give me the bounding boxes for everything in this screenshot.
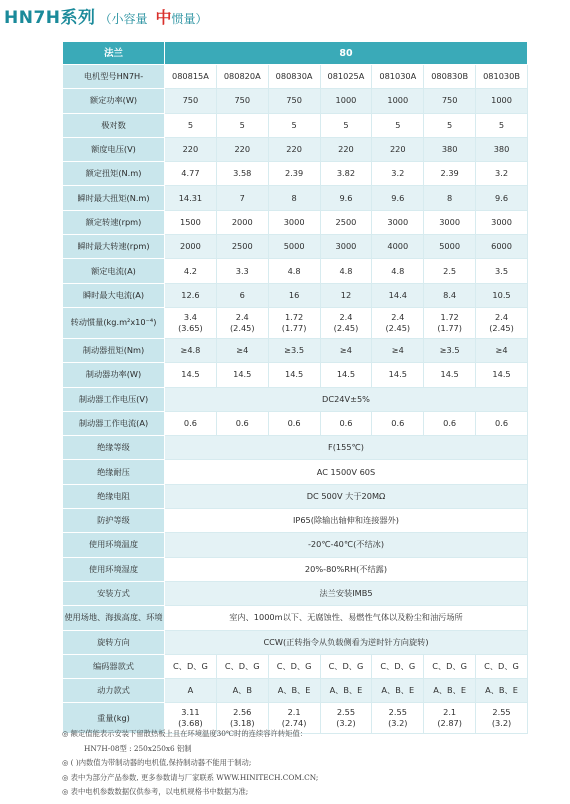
- row-value: IP65(除输出轴伸和连接器外): [165, 509, 528, 533]
- cell-value: 8: [424, 186, 476, 210]
- cell-value: 14.5: [424, 363, 476, 387]
- table-row: [63, 557, 528, 581]
- cell-value: 1500: [165, 210, 217, 234]
- table-row: [63, 210, 528, 234]
- cell-value: 4.8: [268, 259, 320, 283]
- cell-value: 0.6: [165, 411, 217, 435]
- row-label: 额定电流(A): [63, 259, 165, 283]
- footnotes: [62, 727, 542, 800]
- row-label: 重量(kg): [63, 703, 165, 734]
- cell-value: 4.8: [372, 259, 424, 283]
- cell-value: 3000: [476, 210, 528, 234]
- table-row: [63, 484, 528, 508]
- row-label: 极对数: [63, 113, 165, 137]
- cell-value: 14.5: [372, 363, 424, 387]
- cell-value: C、D、G: [320, 654, 372, 678]
- cell-value: 220: [268, 137, 320, 161]
- table-row: [63, 606, 528, 630]
- inertia-rest: 惯量）: [171, 12, 208, 26]
- inertia-highlight: 中: [155, 8, 172, 27]
- row-value: CCW(正转指令从负载侧看为逆时针方向旋转): [165, 630, 528, 654]
- row-value: -20℃-40℃(不结冰): [165, 533, 528, 557]
- note-3: ◎ ( )内数值为带制动器的电机值,保持制动器不能用于制动;: [62, 758, 252, 768]
- cell-value: 1.72 (1.77): [268, 307, 320, 338]
- table-row: [63, 65, 528, 89]
- row-value: 室内、1000m以下、无腐蚀性、易燃性气体以及粉尘和油污场所: [165, 606, 528, 630]
- table-row: [63, 137, 528, 161]
- cell-value: 2.39: [268, 162, 320, 186]
- table-row: [63, 338, 528, 362]
- cell-value: 3000: [320, 235, 372, 259]
- cell-value: 2.1 (2.87): [424, 703, 476, 734]
- cell-value: 750: [165, 89, 217, 113]
- row-label: 使用环境温度: [63, 533, 165, 557]
- row-label: 安装方式: [63, 581, 165, 605]
- cell-value: 10.5: [476, 283, 528, 307]
- cell-value: 8.4: [424, 283, 476, 307]
- cell-value: 0.6: [476, 411, 528, 435]
- series-name: HN7H系列: [4, 8, 96, 28]
- cell-value: 080815A: [165, 65, 217, 89]
- flange-label: 法兰: [63, 42, 165, 65]
- row-value: DC 500V 大于20MΩ: [165, 484, 528, 508]
- cell-value: 2.4 (2.45): [476, 307, 528, 338]
- table-header-row: [63, 42, 528, 65]
- cell-value: 380: [476, 137, 528, 161]
- cell-value: 3.3: [216, 259, 268, 283]
- row-label: 瞬时最大转速(rpm): [63, 235, 165, 259]
- cell-value: 3.11 (3.68): [165, 703, 217, 734]
- cell-value: 3000: [372, 210, 424, 234]
- cell-value: 1.72 (1.77): [424, 307, 476, 338]
- table-row: [63, 509, 528, 533]
- cell-value: 14.31: [165, 186, 217, 210]
- cell-value: 750: [268, 89, 320, 113]
- cell-value: 7: [216, 186, 268, 210]
- row-label: 动力款式: [63, 679, 165, 703]
- cell-value: C、D、G: [424, 654, 476, 678]
- page-title: [4, 3, 208, 29]
- row-label: 绝缘耐压: [63, 460, 165, 484]
- table-row: [63, 363, 528, 387]
- cell-value: 2.55 (3.2): [476, 703, 528, 734]
- cell-value: 5000: [424, 235, 476, 259]
- cell-value: 380: [424, 137, 476, 161]
- cell-value: 0.6: [372, 411, 424, 435]
- row-value: 法兰安装IMB5: [165, 581, 528, 605]
- table-row: [63, 460, 528, 484]
- cell-value: ≥4: [372, 338, 424, 362]
- cell-value: 220: [216, 137, 268, 161]
- cell-value: 3.5: [476, 259, 528, 283]
- row-label: 额定转速(rpm): [63, 210, 165, 234]
- cell-value: 750: [216, 89, 268, 113]
- cell-value: 220: [320, 137, 372, 161]
- cell-value: 16: [268, 283, 320, 307]
- table-row: [63, 436, 528, 460]
- cell-value: 5: [216, 113, 268, 137]
- cell-value: 5: [372, 113, 424, 137]
- cell-value: 2.4 (2.45): [320, 307, 372, 338]
- cell-value: 081030A: [372, 65, 424, 89]
- cell-value: 4.8: [320, 259, 372, 283]
- cell-value: 1000: [372, 89, 424, 113]
- cell-value: 2500: [320, 210, 372, 234]
- row-label: 瞬时最大扭矩(N.m): [63, 186, 165, 210]
- table-row: [63, 89, 528, 113]
- cell-value: 3.82: [320, 162, 372, 186]
- row-label: 转动惯量(kg.m²x10⁻⁴): [63, 307, 165, 338]
- row-label: 使用场地、海拔高度、环境: [63, 606, 165, 630]
- table-row: [63, 235, 528, 259]
- cell-value: ≥4.8: [165, 338, 217, 362]
- cell-value: 9.6: [320, 186, 372, 210]
- flange-value: 80: [165, 42, 528, 65]
- cell-value: A: [165, 679, 217, 703]
- cell-value: 0.6: [424, 411, 476, 435]
- cell-value: 3000: [424, 210, 476, 234]
- row-value: DC24V±5%: [165, 387, 528, 411]
- cell-value: A、B、E: [424, 679, 476, 703]
- table-row: [63, 411, 528, 435]
- row-label: 编码器款式: [63, 654, 165, 678]
- row-label: 额定功率(W): [63, 89, 165, 113]
- cell-value: C、D、G: [165, 654, 217, 678]
- row-label: 绝缘等级: [63, 436, 165, 460]
- cell-value: 6000: [476, 235, 528, 259]
- table-row: [63, 679, 528, 703]
- cell-value: 6: [216, 283, 268, 307]
- cell-value: ≥4: [320, 338, 372, 362]
- cell-value: 4.77: [165, 162, 217, 186]
- row-label: 旋转方向: [63, 630, 165, 654]
- cell-value: 0.6: [216, 411, 268, 435]
- row-label: 制动器工作电压(V): [63, 387, 165, 411]
- note-5: ◎ 表中电机参数数据仅供参考，以电机规格书中数据为准;: [62, 787, 249, 797]
- cell-value: 14.5: [320, 363, 372, 387]
- cell-value: 9.6: [372, 186, 424, 210]
- table-row: [63, 283, 528, 307]
- cell-value: C、D、G: [216, 654, 268, 678]
- row-label: 制动器工作电流(A): [63, 411, 165, 435]
- cell-value: 14.5: [165, 363, 217, 387]
- note-4: ◎ 表中为部分产品参数, 更多参数请与厂家联系 WWW.HINITECH.COM.CN;: [62, 772, 319, 782]
- note-1: ◎ 额定值能表示安装下留散热板上且在环境温度30℃时的连续容许转矩值：: [62, 729, 308, 738]
- cell-value: A、B、E: [476, 679, 528, 703]
- cell-value: 0.6: [320, 411, 372, 435]
- cell-value: 5: [165, 113, 217, 137]
- cell-value: 4000: [372, 235, 424, 259]
- cell-value: 2.1 (2.74): [268, 703, 320, 734]
- cell-value: C、D、G: [372, 654, 424, 678]
- cell-value: C、D、G: [476, 654, 528, 678]
- table-row: [63, 259, 528, 283]
- table-row: [63, 162, 528, 186]
- spec-table-body: [63, 42, 528, 734]
- cell-value: 5: [476, 113, 528, 137]
- table-row: [63, 654, 528, 678]
- cell-value: A、B: [216, 679, 268, 703]
- table-row: [63, 113, 528, 137]
- cell-value: 2.56 (3.18): [216, 703, 268, 734]
- cell-value: 2.5: [424, 259, 476, 283]
- cell-value: 081025A: [320, 65, 372, 89]
- cell-value: A、B、E: [268, 679, 320, 703]
- cell-value: 12: [320, 283, 372, 307]
- cell-value: 14.5: [476, 363, 528, 387]
- table-row: [63, 186, 528, 210]
- cell-value: 5: [320, 113, 372, 137]
- row-label: 绝缘电阻: [63, 484, 165, 508]
- cell-value: 080830A: [268, 65, 320, 89]
- cell-value: 4.2: [165, 259, 217, 283]
- row-value: 20%-80%RH(不结露): [165, 557, 528, 581]
- inertia-open: （小容量: [99, 12, 148, 26]
- cell-value: 3.58: [216, 162, 268, 186]
- table-row: [63, 387, 528, 411]
- cell-value: 1000: [476, 89, 528, 113]
- cell-value: 2.4 (2.45): [372, 307, 424, 338]
- cell-value: 2.39: [424, 162, 476, 186]
- cell-value: 081030B: [476, 65, 528, 89]
- cell-value: A、B、E: [320, 679, 372, 703]
- cell-value: 220: [372, 137, 424, 161]
- cell-value: ≥4: [216, 338, 268, 362]
- cell-value: 750: [424, 89, 476, 113]
- cell-value: 5: [268, 113, 320, 137]
- row-label: 额度电压(V): [63, 137, 165, 161]
- cell-value: 14.5: [268, 363, 320, 387]
- cell-value: 0.6: [268, 411, 320, 435]
- cell-value: 1000: [320, 89, 372, 113]
- cell-value: 220: [165, 137, 217, 161]
- table-row: [63, 307, 528, 338]
- note-2: HN7H-08型 : 250x250x6 铝制: [84, 743, 192, 753]
- cell-value: 12.6: [165, 283, 217, 307]
- row-label: 额定扭矩(N.m): [63, 162, 165, 186]
- cell-value: 8: [268, 186, 320, 210]
- cell-value: 14.5: [216, 363, 268, 387]
- row-label: 瞬时最大电流(A): [63, 283, 165, 307]
- table-row: [63, 630, 528, 654]
- cell-value: C、D、G: [268, 654, 320, 678]
- cell-value: 2.4 (2.45): [216, 307, 268, 338]
- cell-value: 5000: [268, 235, 320, 259]
- cell-value: 3.4 (3.65): [165, 307, 217, 338]
- row-label: 制动器功率(W): [63, 363, 165, 387]
- cell-value: 3.2: [372, 162, 424, 186]
- cell-value: 9.6: [476, 186, 528, 210]
- cell-value: 080830B: [424, 65, 476, 89]
- cell-value: A、B、E: [372, 679, 424, 703]
- cell-value: 2500: [216, 235, 268, 259]
- row-label: 使用环境湿度: [63, 557, 165, 581]
- cell-value: 080820A: [216, 65, 268, 89]
- cell-value: ≥4: [476, 338, 528, 362]
- row-label: 电机型号HN7H-: [63, 65, 165, 89]
- cell-value: 2000: [216, 210, 268, 234]
- cell-value: ≥3.5: [424, 338, 476, 362]
- cell-value: 14.4: [372, 283, 424, 307]
- spec-table: [62, 41, 528, 734]
- cell-value: 2.55 (3.2): [320, 703, 372, 734]
- cell-value: ≥3.5: [268, 338, 320, 362]
- cell-value: 2.55 (3.2): [372, 703, 424, 734]
- table-row: [63, 581, 528, 605]
- cell-value: 5: [424, 113, 476, 137]
- row-label: 防护等级: [63, 509, 165, 533]
- row-value: F(155℃): [165, 436, 528, 460]
- cell-value: 3.2: [476, 162, 528, 186]
- table-row: [63, 533, 528, 557]
- cell-value: 2000: [165, 235, 217, 259]
- cell-value: 3000: [268, 210, 320, 234]
- row-value: AC 1500V 60S: [165, 460, 528, 484]
- row-label: 制动器扭矩(Nm): [63, 338, 165, 362]
